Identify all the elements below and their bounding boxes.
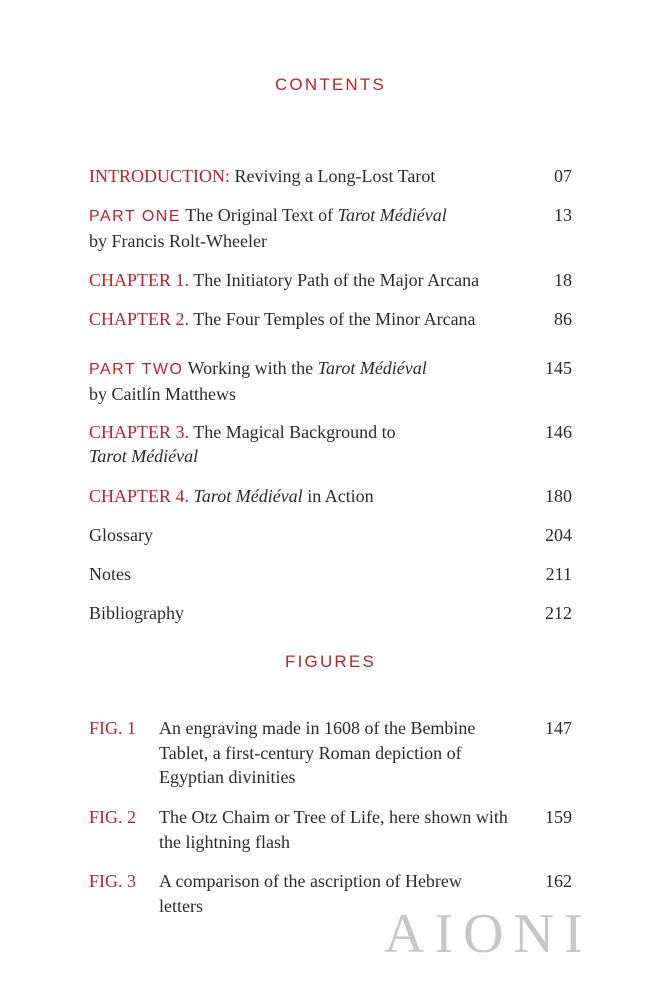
figure-page-number: 147 [545,718,572,738]
figures-heading: FIGURES [285,652,376,671]
toc-title: Reviving a Long-Lost Tarot [234,166,436,186]
toc-title: Notes [89,564,131,584]
toc-entry-chapter-2[interactable] [89,307,572,331]
toc-page-number: 86 [554,309,572,329]
toc-label: CHAPTER 2. [89,309,190,329]
toc-entry-part-one[interactable] [89,203,572,253]
toc-page-number: 13 [554,205,572,225]
figure-page-number: 162 [545,871,572,891]
toc-title-italic: Tarot Médiéval [193,486,303,506]
toc-title-italic: Tarot Médiéval [317,358,427,378]
logo-text: AIONI [384,903,593,965]
toc-title: Bibliography [89,603,184,623]
toc-title: in Action [302,486,374,506]
figure-label: FIG. 1 [89,718,137,738]
figure-description: A comparison of the ascription of Hebrew letters [159,871,462,916]
toc-label: INTRODUCTION: [89,166,230,186]
toc-page-number: 18 [554,270,572,290]
toc-page-number: 211 [545,564,572,584]
toc-entry-notes[interactable] [89,562,572,586]
toc-title-italic: Tarot Médiéval [337,205,447,225]
figure-label: FIG. 2 [89,807,137,827]
toc-title: The Four Temples of the Minor Arcana [193,309,476,329]
toc-label: CHAPTER 3. [89,422,190,442]
toc-entry-chapter-4[interactable] [89,484,572,508]
toc-title-italic: Tarot Médiéval [89,446,199,466]
figure-page-number: 159 [545,807,572,827]
toc-entry-bibliography[interactable] [89,601,572,625]
figure-label: FIG. 3 [89,871,137,891]
toc-title: The Magical Background to [193,422,396,442]
toc-entry-glossary[interactable] [89,523,572,547]
toc-page-number: 07 [554,166,572,186]
toc-page-number: 204 [545,525,572,545]
figure-description: An engraving made in 1608 of the Bembine Tablet, a first-century Roman depiction of Egyptian divinities [159,718,476,787]
toc-title: The Original Text of [185,205,338,225]
toc-author: by Caitlín Matthews [89,384,236,404]
toc-page-number: 212 [545,603,572,623]
toc-entry-part-two[interactable] [89,356,572,406]
toc-page-number: 145 [545,358,572,378]
toc-label: PART TWO [89,361,184,378]
toc-page-number: 180 [545,486,572,506]
figure-description: The Otz Chaim or Tree of Life, here shown with the lightning flash [159,807,508,852]
toc-title: Working with the [187,358,318,378]
toc-page-number: 146 [545,422,572,442]
toc-entry-chapter-1[interactable] [89,268,572,292]
toc-entry-introduction[interactable] [89,164,572,188]
aioni-logo [384,900,614,970]
toc-label: CHAPTER 1. [89,270,190,290]
contents-heading: CONTENTS [274,75,387,94]
toc-title: Glossary [89,525,153,545]
toc-entry-chapter-3[interactable] [89,420,572,468]
toc-author: by Francis Rolt-Wheeler [89,231,267,251]
toc-title: The Initiatory Path of the Major Arcana [193,270,480,290]
toc-label: CHAPTER 4. [89,486,190,506]
toc-label: PART ONE [89,208,182,225]
